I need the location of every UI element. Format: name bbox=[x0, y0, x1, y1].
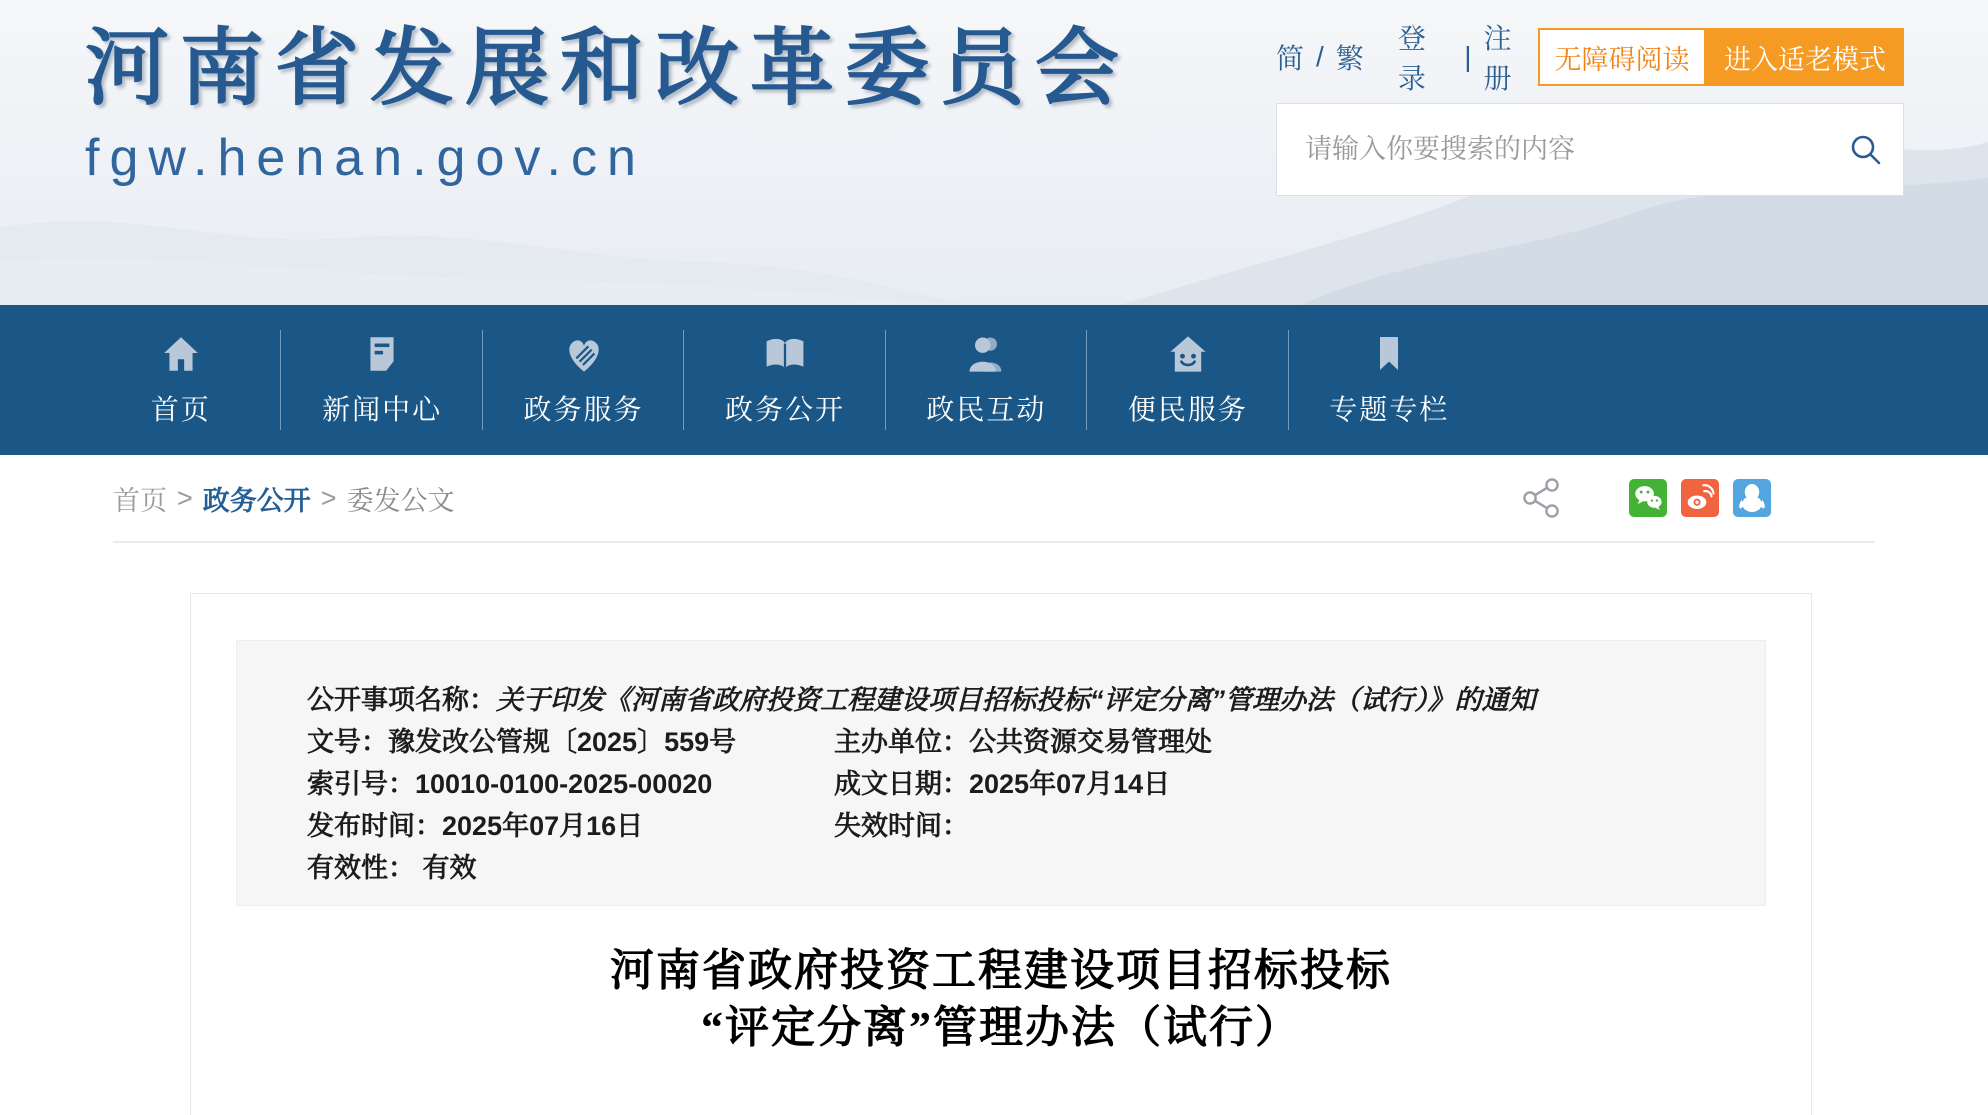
site-url-text: fgw.henan.gov.cn bbox=[85, 129, 646, 188]
nav-items-container bbox=[80, 305, 1490, 455]
nav-item-news[interactable] bbox=[281, 305, 482, 455]
nav-item-label: 政务服务 bbox=[523, 394, 644, 425]
doc-number-field bbox=[307, 721, 834, 763]
bookmark-icon bbox=[1369, 332, 1409, 376]
auth-links bbox=[1398, 17, 1538, 97]
nav-item-label: 首页 bbox=[150, 394, 211, 425]
header-links bbox=[1276, 17, 1538, 97]
document-card bbox=[190, 593, 1812, 1115]
info-row-index-date bbox=[307, 763, 1725, 805]
nav-item-label: 新闻中心 bbox=[322, 394, 443, 425]
lang-simplified-link[interactable]: 简 bbox=[1276, 43, 1305, 74]
doc-info-box bbox=[236, 640, 1766, 906]
document-title-line1: 河南省政府投资工程建设项目招标投标 bbox=[610, 946, 1392, 995]
search-icon[interactable] bbox=[1829, 130, 1903, 170]
share-icon[interactable] bbox=[1519, 475, 1565, 521]
nav-item-label: 政务公开 bbox=[724, 394, 845, 425]
header-right-panel bbox=[1276, 23, 1904, 196]
host-unit-field bbox=[834, 727, 1212, 757]
nav-item-convenience[interactable] bbox=[1087, 305, 1288, 455]
info-row-name bbox=[307, 679, 1725, 721]
wechat-share-icon[interactable] bbox=[1629, 479, 1667, 517]
nav-item-special-topics[interactable] bbox=[1289, 305, 1490, 455]
share-toolbar bbox=[1519, 475, 1771, 521]
expire-time-label: 失效时间： bbox=[834, 811, 969, 841]
validity-label: 有效性： bbox=[307, 853, 415, 883]
qq-share-icon[interactable] bbox=[1733, 479, 1771, 517]
people-icon bbox=[964, 332, 1008, 376]
lang-traditional-link[interactable]: 繁 bbox=[1335, 43, 1364, 74]
nav-item-label: 便民服务 bbox=[1127, 394, 1248, 425]
main-navbar bbox=[0, 305, 1988, 455]
publish-time-field bbox=[307, 805, 834, 847]
publish-time-label: 发布时间： bbox=[307, 811, 442, 841]
home-icon bbox=[160, 332, 202, 376]
doc-number-value: 豫发改公管规〔2025〕559号 bbox=[388, 727, 737, 757]
site-header bbox=[0, 0, 1988, 305]
doc-name-label: 公开事项名称： bbox=[307, 685, 496, 715]
validity-value: 有效 bbox=[422, 853, 477, 883]
lang-separator: / bbox=[1316, 41, 1324, 72]
host-unit-value: 公共资源交易管理处 bbox=[969, 727, 1212, 757]
service-heart-icon bbox=[562, 332, 606, 376]
site-title-text: 河南省发展和改革委员会 bbox=[85, 21, 1131, 115]
breadcrumb-row bbox=[113, 455, 1875, 543]
index-field bbox=[307, 763, 834, 805]
index-value: 10010-0100-2025-00020 bbox=[415, 769, 713, 799]
auth-separator: | bbox=[1464, 41, 1472, 72]
host-unit-label: 主办单位： bbox=[834, 727, 969, 757]
site-logo[interactable] bbox=[85, 22, 1130, 188]
search-input[interactable] bbox=[1277, 134, 1829, 165]
publish-time-value: 2025年07月16日 bbox=[442, 811, 644, 841]
document-title bbox=[191, 942, 1811, 1056]
nav-item-interaction[interactable] bbox=[886, 305, 1087, 455]
language-switch bbox=[1276, 37, 1364, 77]
header-links-row bbox=[1276, 23, 1904, 94]
breadcrumb-home-link[interactable]: 首页 bbox=[113, 485, 167, 516]
written-date-label: 成文日期： bbox=[834, 769, 969, 799]
nav-item-services[interactable] bbox=[483, 305, 684, 455]
nav-item-home[interactable] bbox=[80, 305, 281, 455]
index-label: 索引号： bbox=[307, 769, 415, 799]
breadcrumb bbox=[113, 479, 455, 518]
written-date-field bbox=[834, 769, 1170, 799]
nav-item-public-info[interactable] bbox=[684, 305, 885, 455]
news-icon bbox=[361, 332, 403, 376]
weibo-share-icon[interactable] bbox=[1681, 479, 1719, 517]
mode-buttons bbox=[1538, 28, 1904, 86]
login-link[interactable]: 登录 bbox=[1397, 23, 1426, 94]
open-book-icon bbox=[762, 332, 808, 376]
breadcrumb-separator: > bbox=[320, 482, 337, 513]
elder-mode-button[interactable]: 进入适老模式 bbox=[1706, 28, 1904, 86]
breadcrumb-separator: > bbox=[177, 482, 193, 513]
convenience-house-icon bbox=[1166, 332, 1210, 376]
info-row-number-unit bbox=[307, 721, 1725, 763]
info-row-publish-expire bbox=[307, 805, 1725, 847]
nav-item-label: 政民互动 bbox=[926, 394, 1047, 425]
register-link[interactable]: 注册 bbox=[1483, 23, 1512, 94]
doc-name-value: 关于印发《河南省政府投资工程建设项目招标投标“评定分离”管理办法（试行）》的通知 bbox=[496, 685, 1536, 715]
written-date-value: 2025年07月14日 bbox=[969, 769, 1171, 799]
expire-time-field bbox=[834, 811, 969, 841]
breadcrumb-public-info-link[interactable]: 政务公开 bbox=[202, 485, 311, 516]
document-title-line2: “评定分离”管理办法（试行） bbox=[701, 1003, 1301, 1052]
accessibility-reading-button[interactable]: 无障碍阅读 bbox=[1538, 28, 1706, 86]
nav-item-label: 专题专栏 bbox=[1329, 394, 1450, 425]
doc-number-label: 文号： bbox=[307, 727, 388, 757]
search-box bbox=[1276, 103, 1904, 196]
info-row-validity bbox=[307, 847, 1725, 889]
breadcrumb-current-page: 委发公文 bbox=[346, 485, 455, 516]
